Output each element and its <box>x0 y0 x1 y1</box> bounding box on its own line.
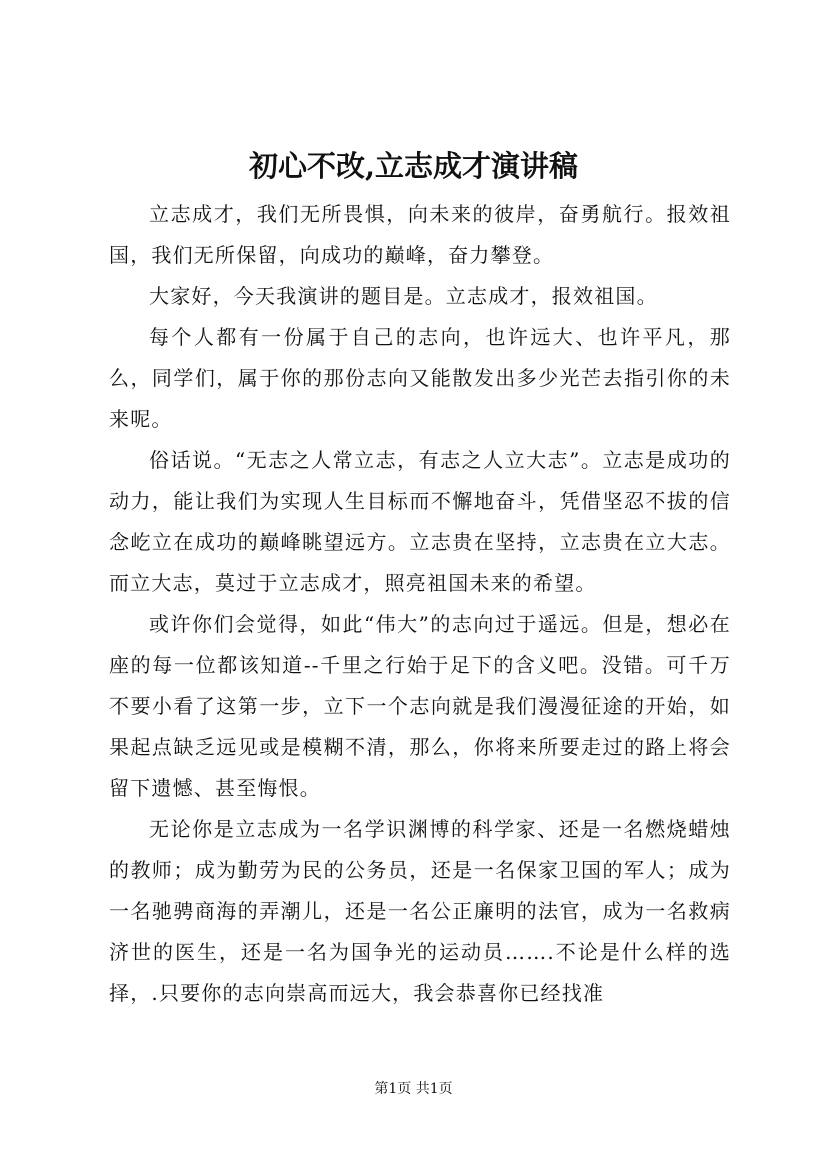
paragraph: 立志成才，我们无所畏惧，向未来的彼岸，奋勇航行。报效祖国，我们无所保留，向成功的巅峰，奋力攀登。 <box>109 202 731 267</box>
paragraph: 俗话说。“无志之人常立志，有志之人立大志”。立志是成功的动力，能让我们为实现人生目标而不懈地奋斗，凭借坚忍不拔的信念屹立在成功的巅峰眺望远方。立志贵在坚持，立志贵在立大志。而立大志，莫过于立志成才，照亮祖国未来的希望。 <box>109 448 731 595</box>
document-title: 初心不改,立志成才演讲稿 <box>248 149 579 183</box>
paragraph: 大家好，今天我演讲的题目是。立志成才，报效祖国。 <box>149 284 658 308</box>
document-body <box>109 194 731 1014</box>
page-number-footer: 第1页 共1页 <box>374 1081 453 1097</box>
paragraph: 每个人都有一份属于自己的志向，也许远大、也许平凡，那么，同学们，属于你的那份志向又能散发出多少光芒去指引你的未来呢。 <box>109 325 731 431</box>
paragraph: 或许你们会觉得，如此“伟大”的志向过于遥远。但是，想必在座的每一位都该知道--千里之行始于足下的含义吧。没错。可千万不要小看了这第一步，立下一个志向就是我们漫漫征途的开始，如果起点缺乏远见或是模糊不清，那么，你将来所要走过的路上将会留下遗憾、甚至悔恨。 <box>109 612 731 800</box>
paragraph: 无论你是立志成为一名学识渊博的科学家、还是一名燃烧蜡烛的教师；成为勤劳为民的公务员，还是一名保家卫国的军人；成为一名驰骋商海的弄潮儿，还是一名公正廉明的法官，成为一名救病济世的医生，还是一名为国争光的运动员…….不论是什么样的选择，.只要你的志向崇高而远大，我会恭喜你已经找准 <box>109 817 731 1005</box>
